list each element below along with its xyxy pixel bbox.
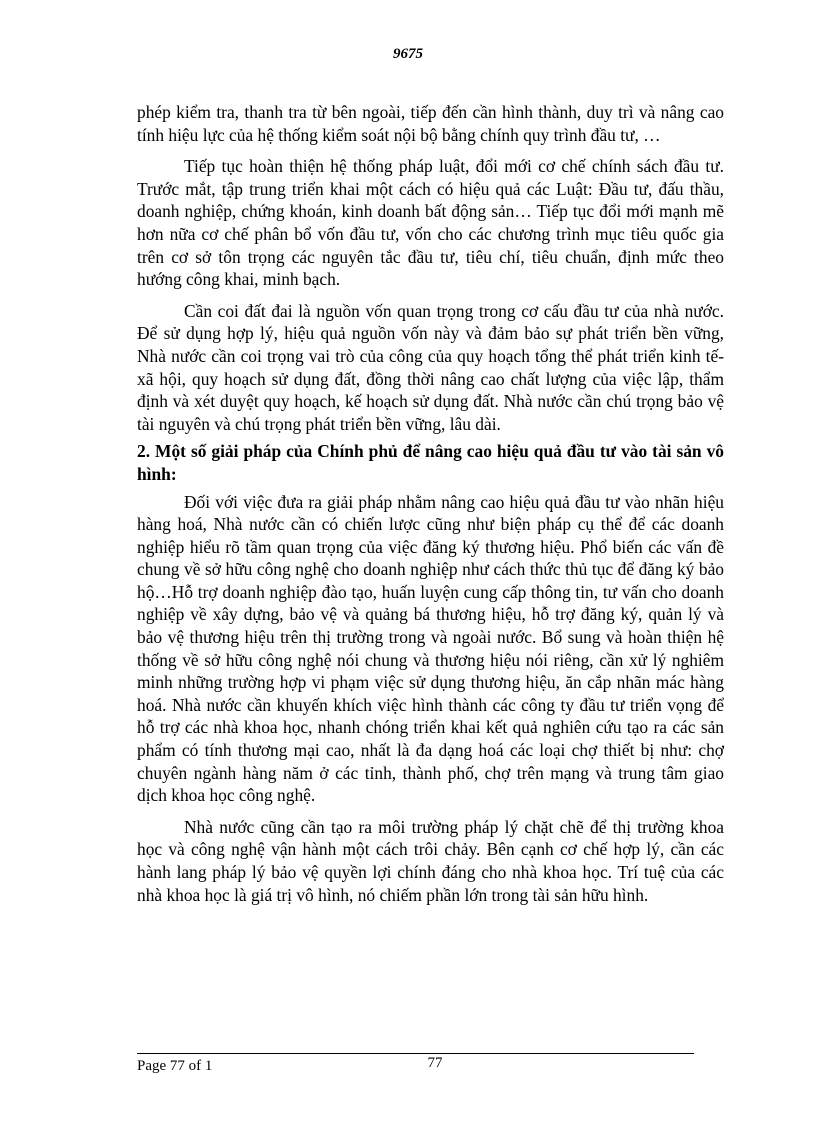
footer-page-label: Page 77 of 1	[137, 1058, 213, 1074]
paragraph-1: phép kiểm tra, thanh tra từ bên ngoài, tiếp đến cần hình thành, duy trì và nâng cao tính hiệu lực của hệ thống kiểm soát nội bộ bằng chính quy trình đầu tư, …	[137, 102, 724, 145]
page-header-doc-number: 9675	[393, 46, 423, 62]
paragraph-5: Nhà nước cũng cần tạo ra môi trường pháp lý chặt chẽ để thị trường khoa học và công nghệ vận hành một cách trôi chảy. Bên cạnh cơ chế hợp lý, cần các hành lang pháp lý bảo vệ quyền lợi chính đáng cho nhà khoa học. Trí tuệ của các nhà khoa học là giá trị vô hình, nó chiếm phần lớn trong tài sản hữu hình.	[137, 816, 724, 905]
paragraph-3: Cần coi đất đai là nguồn vốn quan trọng trong cơ cấu đầu tư của nhà nước. Để sử dụng hợp lý, hiệu quả nguồn vốn này và đảm bảo sự phát triển bền vững, Nhà nước cần coi trọng vai trò của công của quy hoạch tổng thể phát triển kinh tế- xã hội, quy hoạch sử dụng đất, đồng thời nâng cao chất lượng của việc lập, thẩm định và xét duyệt quy hoạch, kế hoạch sử dụng đất. Nhà nước cần chú trọng bảo vệ tài nguyên và chú trọng phát triển bền vững, lâu dài.	[137, 300, 724, 434]
section-heading-2: 2. Một số giải pháp của Chính phủ để nâng cao hiệu quả đầu tư vào tài sản vô hình:	[137, 441, 724, 484]
paragraph-2: Tiếp tục hoàn thiện hệ thống pháp luật, đổi mới cơ chế chính sách đầu tư. Trước mắt, tập trung triển khai một cách có hiệu quả các Luật: Đầu tư, đấu thầu, doanh nghiệp, chứng khoán, kinh doanh bất động sản… Tiếp tục đổi mới mạnh mẽ hơn nữa cơ chế phân bổ vốn đầu tư, vốn cho các chương trình mục tiêu quốc gia trên cơ sở tôn trọng các nguyên tắc đầu tư, tiêu chí, tiêu chuẩn, định mức theo hướng công khai, minh bạch.	[137, 156, 724, 290]
footer-page-number: 77	[427, 1055, 443, 1071]
paragraph-4: Đối với việc đưa ra giải pháp nhằm nâng cao hiệu quả đầu tư vào nhãn hiệu hàng hoá, Nhà nước cần có chiến lược cũng như biện pháp cụ thể để các doanh nghiệp hiểu rõ tầm quan trọng của việc đăng ký thương hiệu. Phổ biến các vấn đề chung về sở hữu công nghệ cho doanh nghiệp như cách thức thủ tục để đăng ký bảo hộ…Hỗ trợ doanh nghiệp đào tạo, huấn luyện cung cấp thông tin, tư vấn cho doanh nghiệp về xây dựng, bảo vệ và quảng bá thương hiệu, hỗ trợ đăng ký, quản lý và bảo vệ thương hiệu trên thị trường trong và ngoài nước. Bổ sung và hoàn thiện hệ thống về sở hữu công nghệ nói chung và thương hiệu nói riêng, cần xử lý nghiêm minh những trường hợp vi phạm việc sử dụng thương hiệu, ăn cắp nhãn mác hàng hoá. Nhà nước cần khuyến khích việc hình thành các công ty đầu tư triển vọng để hỗ trợ các nhà khoa học, nhanh chóng triển khai kết quả nghiên cứu tạo ra các sản phẩm có tính thương mại cao, nhất là đa dạng hoá các loại chợ thiết bị như: chợ chuyên ngành hàng năm ở các tỉnh, thành phố, chợ trên mạng và trung tâm giao dịch khoa học công nghệ.	[137, 491, 724, 806]
footer-divider	[137, 1053, 694, 1054]
document-body	[137, 101, 724, 915]
